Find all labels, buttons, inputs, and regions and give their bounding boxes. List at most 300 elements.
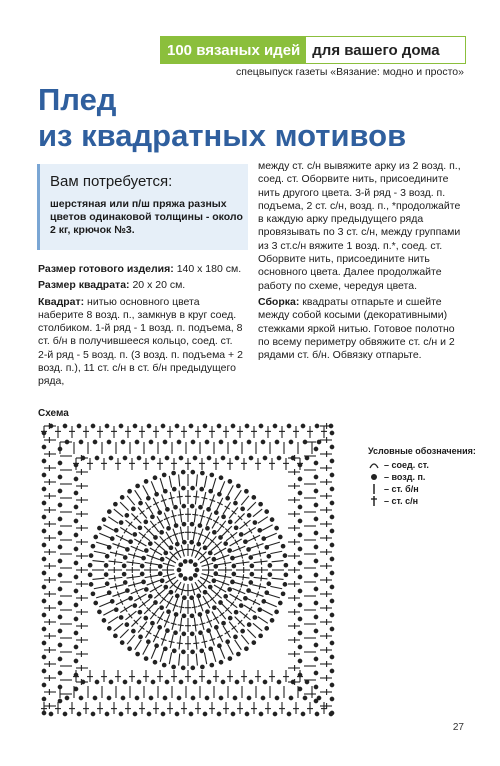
slip-stitch-icon (368, 459, 380, 471)
scheme-stitch (74, 505, 78, 509)
scheme-stitch (179, 474, 180, 486)
scheme-stitch (77, 424, 81, 428)
scheme-stitch (261, 559, 262, 565)
scheme-stitch (231, 424, 235, 428)
scheme-stitch (298, 519, 302, 523)
scheme-stitch (250, 572, 254, 576)
scheme-stitch (275, 610, 279, 614)
scheme-stitch (147, 640, 151, 644)
scheme-stitch (139, 599, 150, 608)
scheme-stitch (109, 561, 123, 563)
scheme-stitch (102, 619, 106, 623)
scheme-stitch (131, 513, 141, 523)
scheme-stitch (119, 616, 123, 620)
scheme-stitch (201, 665, 205, 669)
scheme-stitch (298, 617, 302, 621)
scheme-stitch (177, 496, 183, 497)
scheme-stitch (241, 496, 249, 505)
scheme-stitch (270, 551, 282, 553)
scheme-stitch (160, 650, 163, 661)
scheme-stitch (219, 660, 223, 664)
scheme-stitch (169, 641, 175, 642)
scheme-stitch (114, 502, 118, 506)
scheme-stitch (129, 597, 133, 601)
scheme-stitch (253, 521, 257, 525)
scheme-stitch (125, 611, 136, 620)
scheme-stitch (144, 616, 148, 620)
scheme-stitch (99, 602, 110, 607)
scheme-stitch (220, 481, 225, 492)
scheme-stitch (234, 610, 238, 614)
scheme-stitch (235, 456, 239, 460)
scheme-stitch (114, 623, 123, 631)
scheme-stitch (261, 440, 265, 444)
scheme-stitch (192, 625, 198, 626)
scheme-stitch (225, 631, 230, 634)
scheme-stitch (166, 508, 170, 512)
scheme-stitch (210, 473, 214, 477)
scheme-stitch (150, 560, 151, 566)
scheme-stitch (214, 572, 218, 576)
scheme-stitch (192, 532, 198, 533)
scheme-stitch (218, 644, 222, 648)
scheme-stitch (270, 518, 274, 522)
scheme-stitch (218, 562, 232, 564)
scheme-stitch (105, 712, 109, 716)
scheme-stitch (42, 683, 46, 687)
scheme-stitch (195, 636, 197, 650)
scheme-stitch (278, 535, 282, 539)
scheme-stitch (58, 489, 62, 493)
scheme-stitch (179, 456, 183, 460)
scheme-stitch (298, 631, 302, 635)
scheme-stitch (127, 496, 135, 505)
square-instructions-label: Квадрат: (38, 295, 85, 308)
scheme-stitch (234, 526, 238, 530)
scheme-stitch (42, 599, 46, 603)
square-size-paragraph (38, 279, 243, 292)
scheme-stitch (247, 629, 255, 637)
scheme-stitch (160, 606, 164, 610)
scheme-stitch (228, 644, 234, 655)
scheme-stitch (58, 559, 62, 563)
scheme-stitch (267, 582, 271, 586)
scheme-stitch (275, 440, 279, 444)
scheme-stitch (330, 585, 334, 589)
scheme-stitch (135, 440, 139, 444)
scheme-stitch (244, 597, 248, 601)
scheme-stitch (201, 497, 207, 498)
scheme-stitch (58, 601, 62, 605)
scheme-stitch (298, 575, 302, 579)
scheme-stitch (151, 456, 155, 460)
scheme-stitch (135, 640, 142, 650)
scheme-stitch (42, 557, 46, 561)
scheme-stitch (244, 605, 256, 612)
scheme-stitch (175, 712, 179, 716)
scheme-stitch (42, 501, 46, 505)
scheme-stitch (98, 526, 102, 530)
scheme-stitch (193, 643, 199, 644)
scheme-stitch (231, 712, 235, 716)
scheme-stitch (273, 712, 277, 716)
scheme-stitch (143, 644, 149, 655)
scheme-stitch (155, 644, 159, 648)
scheme-stitch (182, 632, 186, 636)
scheme-stitch (314, 489, 318, 493)
scheme-stitch (224, 542, 228, 546)
scheme-stitch (224, 595, 228, 599)
scheme-stitch (155, 492, 159, 496)
scheme-stitch (136, 652, 140, 656)
scheme-stitch (315, 712, 319, 716)
scheme-stitch (254, 561, 268, 563)
scheme-stitch (158, 626, 162, 630)
legend-item-double-crochet (368, 495, 476, 507)
scheme-stitch (114, 559, 115, 565)
scheme-stitch (241, 507, 245, 511)
scheme-stitch (74, 673, 78, 677)
scheme-stitch (314, 531, 318, 535)
scheme-stitch (172, 665, 176, 669)
scheme-stitch (215, 511, 219, 515)
scheme-stitch (259, 424, 263, 428)
scheme-stitch (303, 696, 307, 700)
scheme-stitch (330, 697, 334, 701)
scheme-stitch (265, 510, 269, 514)
scheme-stitch (125, 623, 129, 627)
scheme-stitch (127, 635, 135, 644)
scheme-stitch (249, 556, 253, 560)
scheme-stitch (74, 533, 78, 537)
scheme-stitch (107, 696, 111, 700)
scheme-stitch (58, 447, 62, 451)
scheme-stitch (330, 557, 334, 561)
scheme-stitch (89, 583, 93, 587)
scheme-stitch (115, 551, 116, 557)
scheme-stitch (172, 487, 176, 491)
scheme-stitch (160, 579, 164, 583)
scheme-stitch (180, 549, 186, 551)
scheme-stitch (132, 629, 136, 633)
scheme-stitch (174, 524, 178, 528)
scheme-stitch (208, 551, 212, 555)
scheme-stitch (314, 545, 318, 549)
scheme-stitch (125, 520, 136, 529)
scheme-stitch (151, 648, 156, 659)
scheme-stitch (262, 525, 273, 531)
scheme-stitch (268, 594, 279, 597)
scheme-stitch (182, 522, 186, 526)
scheme-stitch (105, 582, 109, 586)
scheme-stitch (110, 537, 114, 541)
scheme-stitch (198, 613, 202, 617)
scheme-stitch (107, 591, 111, 595)
scheme-stitch (298, 589, 302, 593)
scheme-stitch (58, 503, 62, 507)
scheme-stitch (109, 456, 113, 460)
scheme-stitch (207, 629, 211, 633)
scheme-stitch (263, 456, 267, 460)
scheme-stitch (203, 424, 207, 428)
scheme-stitch (162, 473, 166, 477)
scheme-stitch (298, 533, 302, 537)
scheme-stitch (105, 554, 109, 558)
scheme-label: Схема (38, 408, 69, 419)
scheme-stitch (226, 599, 237, 608)
scheme-stitch (245, 647, 249, 651)
scheme-stitch (79, 696, 83, 700)
materials-text: шерстяная или п/ш пряжа разных цветов одинаковой толщины - около 2 кг, крючок №3. (50, 198, 243, 236)
scheme-stitch (175, 542, 179, 546)
scheme-stitch (206, 527, 210, 531)
scheme-stitch (138, 610, 142, 614)
scheme-stitch (140, 564, 144, 568)
scheme-stitch (247, 589, 251, 593)
scheme-stitch (237, 652, 241, 656)
scheme-stitch (160, 557, 164, 561)
scheme-stitch (330, 599, 334, 603)
scheme-stitch (128, 489, 132, 493)
scheme-stitch (207, 508, 211, 512)
size-label: Размер готового изделия: (38, 263, 174, 275)
scheme-stitch (212, 557, 216, 561)
legend-item-single-crochet (368, 483, 476, 495)
scheme-stitch (146, 631, 151, 634)
scheme-stitch (92, 578, 104, 579)
scheme-stitch (199, 505, 203, 509)
scheme-stitch (63, 424, 67, 428)
scheme-stitch (201, 641, 207, 642)
scheme-stitch (220, 648, 225, 659)
scheme-stitch (228, 549, 232, 553)
scheme-stitch (235, 490, 242, 500)
scheme-stitch (42, 487, 46, 491)
scheme-stitch (107, 440, 111, 444)
scheme-stitch (177, 568, 181, 572)
scheme-stitch (133, 604, 137, 608)
scheme-stitch (93, 440, 97, 444)
scheme-stitch (114, 608, 118, 612)
scheme-stitch (245, 424, 249, 428)
scheme-stitch (247, 440, 251, 444)
scheme-stitch (330, 641, 334, 645)
scheme-stitch (330, 543, 334, 547)
scheme-stitch (315, 424, 319, 428)
scheme-stitch (249, 680, 253, 684)
scheme-stitch (144, 520, 148, 524)
scheme-stitch (244, 527, 256, 534)
scheme-stitch (169, 497, 175, 498)
scheme-stitch (207, 456, 211, 460)
scheme-stitch (314, 573, 318, 577)
scheme-stitch (42, 529, 46, 533)
legend-label-double-crochet: – ст. с/н (384, 496, 419, 506)
scheme-stitch (190, 504, 194, 508)
scheme-stitch (58, 531, 62, 535)
scheme-stitch (249, 581, 253, 585)
scheme-stitch (121, 440, 125, 444)
scheme-stitch (119, 712, 123, 716)
scheme-stitch (212, 650, 215, 661)
scheme-stitch (219, 536, 223, 540)
scheme-stitch (104, 573, 108, 577)
header-section-title: для вашего дома (306, 37, 445, 63)
scheme-stitch (240, 611, 251, 620)
scheme-stitch (108, 617, 118, 624)
scheme-stitch (164, 585, 168, 589)
scheme-stitch (314, 657, 318, 661)
scheme-stitch (65, 440, 69, 444)
scheme-stitch (254, 577, 268, 579)
scheme-stitch (42, 459, 46, 463)
scheme-stitch (126, 589, 130, 593)
scheme-stitch (161, 424, 165, 428)
scheme-stitch (169, 590, 173, 594)
scheme-stitch (182, 504, 186, 508)
scheme-stitch (137, 680, 141, 684)
scheme-stitch (268, 542, 279, 545)
assembly-text: квадраты отпарьте и сшейте между собой косыми (декоративными) стежками яркой нитью. Готовое полотно по всему периметру обвяжите ст. с/н и 2 рядами ст. б/н. Обвязку отпарьте. (258, 295, 455, 362)
scheme-stitch (63, 712, 67, 716)
scheme-stitch (91, 544, 95, 548)
scheme-stitch (200, 649, 204, 653)
scheme-stitch (149, 440, 153, 444)
scheme-stitch (179, 491, 181, 505)
scheme-stitch (235, 617, 245, 627)
scheme-stitch (109, 680, 113, 684)
scheme-stitch (263, 680, 267, 684)
scheme-stitch (74, 463, 78, 467)
scheme-stitch (298, 561, 302, 565)
scheme-stitch (209, 489, 213, 493)
scheme-stitch (207, 572, 209, 578)
left-column (38, 263, 243, 392)
scheme-stitch (207, 680, 211, 684)
scheme-stitch (58, 587, 62, 591)
scheme-stitch (136, 484, 140, 488)
scheme-stitch (235, 640, 242, 650)
scheme-stitch (253, 509, 262, 517)
scheme-stitch (330, 571, 334, 575)
scheme-stitch (249, 528, 252, 533)
scheme-stitch (206, 610, 210, 614)
scheme-stitch (201, 471, 205, 475)
scheme-stitch (133, 712, 137, 716)
scheme-stitch (298, 491, 302, 495)
scheme-stitch (314, 447, 318, 451)
scheme-stitch (245, 489, 249, 493)
scheme-stitch (133, 582, 135, 588)
scheme-stitch (180, 589, 186, 591)
scheme-stitch (193, 563, 197, 567)
scheme-stitch (107, 545, 111, 549)
scheme-stitch (138, 526, 142, 530)
scheme-stitch (210, 663, 214, 667)
scheme-stitch (223, 502, 230, 514)
scheme-stitch (178, 532, 184, 533)
scheme-stitch (241, 629, 245, 633)
scheme-stitch (149, 595, 153, 599)
size-paragraph (38, 263, 243, 276)
scheme-stitch (120, 605, 132, 612)
scheme-stitch (266, 533, 277, 538)
scheme-stitch (298, 603, 302, 607)
materials-heading: Вам потребуется: (50, 173, 173, 190)
scheme-stitch (314, 503, 318, 507)
scheme-stitch (267, 554, 271, 558)
scheme-stitch (153, 660, 157, 664)
scheme-stitch (189, 712, 193, 716)
scheme-stitch (244, 540, 248, 544)
scheme-stitch (177, 643, 183, 644)
scheme-stitch (277, 456, 281, 460)
scheme-stitch (314, 461, 318, 465)
scheme-stitch (237, 484, 241, 488)
scheme-stitch (125, 514, 129, 518)
scheme-stitch (94, 535, 98, 539)
scheme-stitch (174, 631, 178, 635)
scheme-stitch (217, 608, 226, 619)
scheme-stitch (330, 459, 334, 463)
scheme-stitch (259, 551, 260, 557)
scheme-stitch (119, 521, 123, 525)
scheme-stitch (198, 524, 202, 528)
scheme-stitch (298, 659, 302, 663)
scheme-stitch (162, 663, 166, 667)
scheme-stitch (183, 596, 187, 600)
scheme-stitch (151, 515, 155, 519)
scheme-stitch (200, 623, 206, 625)
scheme-stitch (268, 573, 272, 577)
scheme-stitch (266, 602, 277, 607)
scheme-stitch (158, 565, 162, 569)
scheme-stitch (158, 511, 162, 515)
right-column (258, 160, 463, 365)
scheme-stitch (314, 699, 318, 703)
scheme-stitch (291, 456, 295, 460)
scheme-stitch (265, 591, 269, 595)
scheme-stitch (218, 575, 232, 577)
scheme-stitch (233, 440, 237, 444)
scheme-stitch (219, 476, 223, 480)
double-crochet-icon (368, 495, 380, 507)
scheme-stitch (219, 440, 223, 444)
scheme-stitch (169, 476, 171, 488)
scheme-stitch (147, 712, 151, 716)
scheme-stitch (182, 614, 186, 618)
scheme-stitch (192, 514, 198, 515)
title-line-2: из квадратных мотивов (38, 118, 407, 153)
scheme-stitch (179, 636, 181, 650)
scheme-stitch (139, 635, 143, 639)
scheme-stitch (225, 574, 226, 580)
scheme-stitch (314, 559, 318, 563)
scheme-stitch (190, 549, 196, 551)
scheme-stitch (298, 547, 302, 551)
scheme-stitch (262, 600, 266, 604)
scheme-stitch (317, 440, 321, 444)
scheme-stitch (193, 600, 195, 614)
scheme-stitch (145, 549, 149, 553)
scheme-stitch (109, 577, 123, 579)
scheme-stitch (142, 556, 146, 560)
scheme-stitch (172, 649, 176, 653)
scheme-stitch (154, 536, 158, 540)
scheme-stitch (193, 456, 197, 460)
scheme-stitch (200, 487, 204, 491)
scheme-stitch (132, 507, 136, 511)
